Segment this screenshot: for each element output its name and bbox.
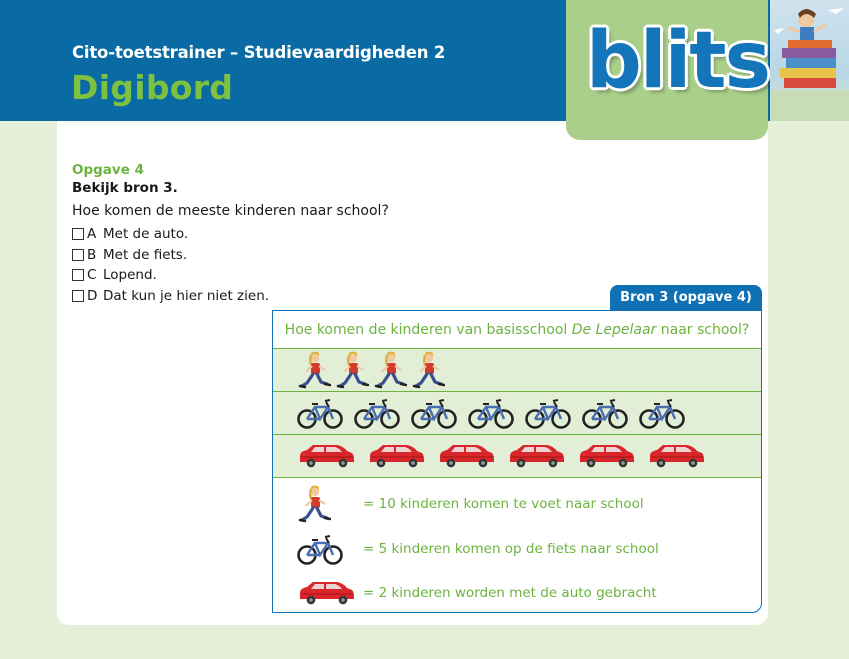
- option-letter: A: [87, 226, 97, 243]
- checkbox-b[interactable]: [72, 249, 84, 261]
- car-icon: [577, 443, 635, 469]
- bicycle-icon: [297, 531, 343, 567]
- option-b[interactable]: [72, 245, 269, 266]
- header-title: Digibord: [71, 68, 234, 107]
- brand-logo: blits: [586, 16, 770, 106]
- legend-icon-slot: [297, 570, 355, 616]
- pictogram-row-bicycle: [273, 392, 761, 435]
- pictogram-icons: [297, 349, 445, 391]
- legend-icon-slot: [297, 526, 343, 572]
- car-icon: [437, 443, 495, 469]
- source-tab: Bron 3 (opgave 4): [610, 285, 762, 310]
- bicycle-icon: [354, 395, 400, 431]
- source-title: [273, 311, 761, 349]
- car-icon: [647, 443, 705, 469]
- answer-options: [72, 224, 269, 306]
- legend-text: = 10 kinderen komen te voet naar school: [363, 496, 644, 512]
- bicycle-icon: [411, 395, 457, 431]
- walker-icon: [297, 350, 331, 390]
- question-label: Opgave 4: [72, 162, 144, 178]
- walker-icon: [411, 350, 445, 390]
- checkbox-a[interactable]: [72, 228, 84, 240]
- car-icon: [507, 443, 565, 469]
- option-text: Met de auto.: [103, 226, 189, 243]
- source-title-part: naar school?: [656, 321, 750, 338]
- walker-icon: [297, 484, 331, 524]
- option-text: Lopend.: [103, 267, 157, 284]
- pictogram-row-walking: [273, 349, 761, 392]
- walker-icon: [373, 350, 407, 390]
- pictogram-icons: [297, 392, 685, 434]
- brand-panel: [566, 0, 768, 140]
- pictogram-icons: [297, 435, 705, 477]
- car-icon: [297, 443, 355, 469]
- question-instruction: Bekijk bron 3.: [72, 180, 178, 196]
- walker-icon: [335, 350, 369, 390]
- legend-text: = 2 kinderen worden met de auto gebracht: [363, 585, 657, 601]
- option-letter: B: [87, 246, 97, 263]
- legend-walking: [273, 481, 761, 527]
- checkbox-d[interactable]: [72, 290, 84, 302]
- legend-bicycle: [273, 526, 761, 572]
- question-text: Hoe komen de meeste kinderen naar school?: [72, 203, 389, 219]
- option-text: Dat kun je hier niet zien.: [103, 287, 270, 304]
- legend-text: = 5 kinderen komen op de fiets naar school: [363, 541, 659, 557]
- mascot-illustration: [770, 0, 849, 121]
- header-subtitle: Cito-toetstrainer – Studievaardigheden 2: [72, 43, 446, 62]
- pictogram-row-car: [273, 435, 761, 478]
- option-a[interactable]: [72, 224, 269, 245]
- source-pictogram: [272, 310, 762, 613]
- option-c[interactable]: [72, 265, 269, 286]
- option-d[interactable]: [72, 286, 269, 307]
- option-text: Met de fiets.: [103, 246, 188, 263]
- source-title-part: Hoe komen de kinderen van basisschool: [284, 321, 572, 338]
- legend-car: [273, 570, 761, 616]
- option-letter: D: [87, 287, 98, 304]
- source-title-school: De Lepelaar: [571, 321, 657, 338]
- bicycle-icon: [639, 395, 685, 431]
- car-icon: [297, 580, 355, 606]
- bicycle-icon: [582, 395, 628, 431]
- bicycle-icon: [468, 395, 514, 431]
- legend-icon-slot: [297, 481, 331, 527]
- bicycle-icon: [525, 395, 571, 431]
- option-letter: C: [87, 267, 97, 284]
- checkbox-c[interactable]: [72, 269, 84, 281]
- bicycle-icon: [297, 395, 343, 431]
- car-icon: [367, 443, 425, 469]
